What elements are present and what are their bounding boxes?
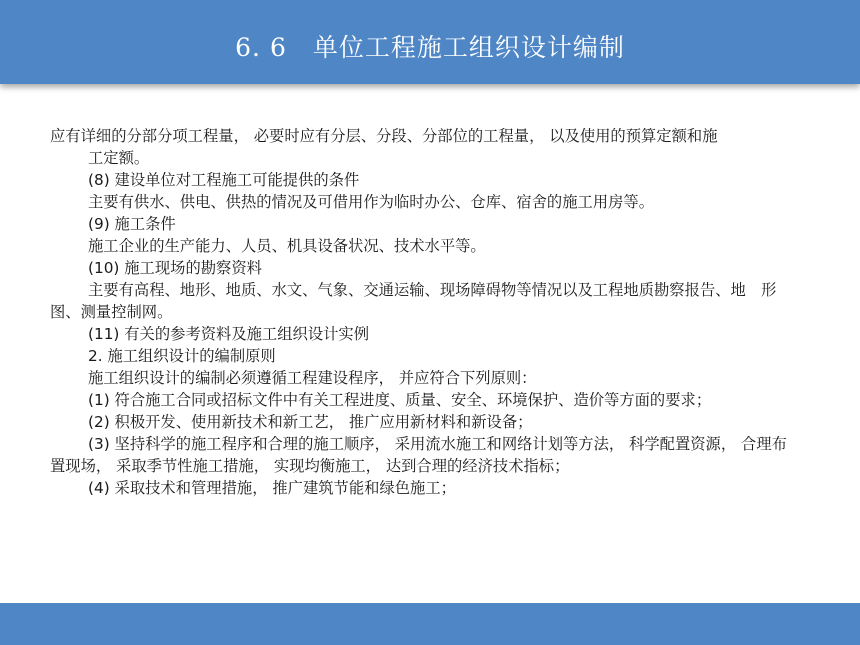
list-item: (1) 符合施工合同或招标文件中有关工程进度、质量、安全、环境保护、造价等方面的要求；	[88, 391, 712, 409]
list-item: (3) 坚持科学的施工程序和合理的施工顺序， 采用流水施工和网络计划等方法， 科学配置资源， 合理布置现场， 采取季节性施工措施， 实现均衡施工， 达到合理的经济技术指标；	[50, 435, 787, 475]
section-heading: (11) 有关的参考资料及施工组织设计实例	[88, 325, 370, 343]
section-heading: (8) 建设单位对工程施工可能提供的条件	[88, 171, 360, 189]
body-paragraph: 主要有供水、供电、供热的情况及可借用作为临时办公、仓库、宿舍的施工用房等。	[88, 193, 654, 211]
footer-bar	[0, 603, 860, 645]
body-paragraph: 施工企业的生产能力、人员、机具设备状况、技术水平等。	[88, 237, 486, 255]
body-paragraph: 主要有高程、地形、地质、水文、气象、交通运输、现场障碍物等情况以及工程地质勘察报告、地 形图、测量控制网。	[50, 281, 777, 321]
section-heading: 2. 施工组织设计的编制原则	[88, 347, 276, 365]
body-paragraph: 工定额。	[88, 149, 150, 167]
body-paragraph: 施工组织设计的编制必须遵循工程建设程序， 并应符合下列原则：	[88, 369, 537, 387]
slide-title: 6. 6 单位工程施工组织设计编制	[235, 33, 625, 62]
section-heading: (10) 施工现场的勘察资料	[88, 259, 262, 277]
body-paragraph: 应有详细的分部分项工程量， 必要时应有分层、分段、分部位的工程量， 以及使用的预算定额和施	[50, 127, 718, 145]
list-item: (4) 采取技术和管理措施， 推广建筑节能和绿色施工；	[88, 479, 456, 497]
list-item: (2) 积极开发、使用新技术和新工艺， 推广应用新材料和新设备；	[88, 413, 533, 431]
section-heading: (9) 施工条件	[88, 215, 176, 233]
title-bar	[0, 0, 860, 84]
slide-body	[50, 125, 802, 499]
